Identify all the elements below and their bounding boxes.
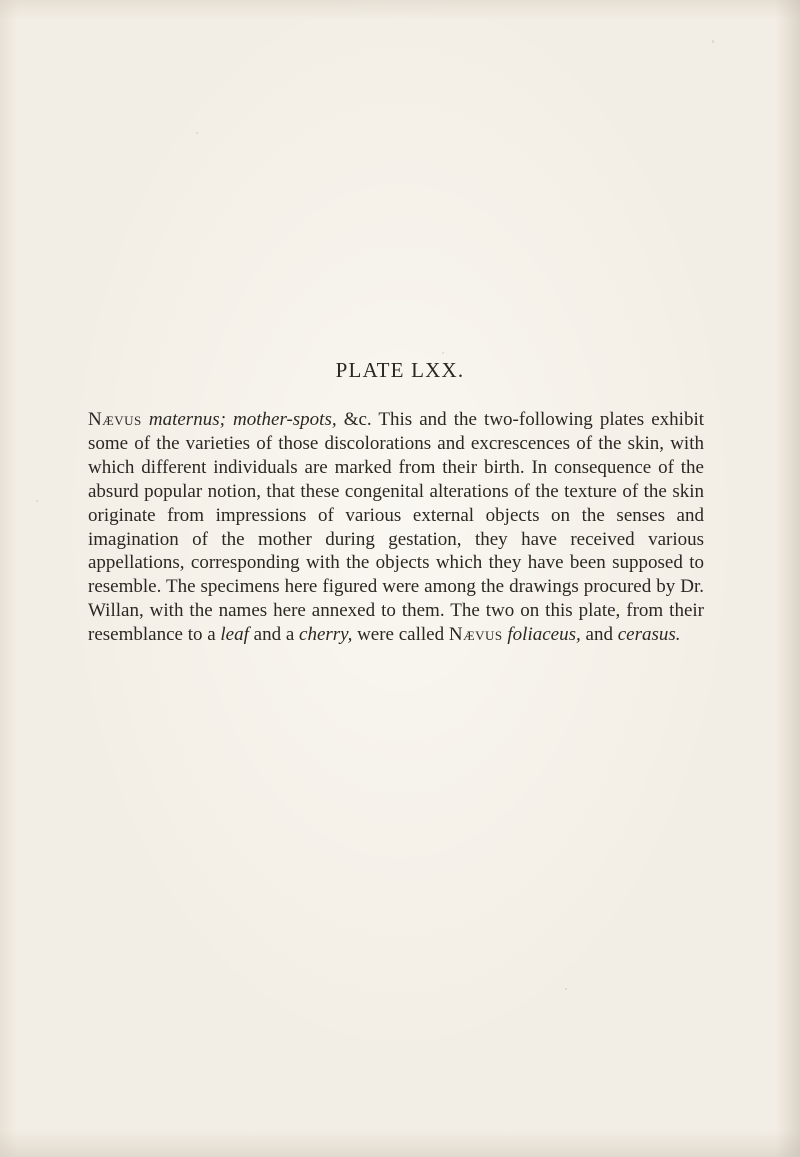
paper-speck — [36, 500, 38, 502]
paper-speck — [712, 40, 714, 43]
plate-description — [88, 408, 704, 647]
term-naevus-2: Nævus — [448, 624, 503, 646]
term-maternus: maternus; — [148, 409, 226, 430]
body-text-segment: and — [580, 624, 618, 646]
body-text-segment: were called — [352, 624, 449, 646]
term-mother-spots: mother-spots, — [233, 409, 337, 430]
term-leaf: leaf — [220, 624, 249, 646]
term-cherry: cherry, — [299, 624, 353, 646]
body-text-segment: &c. This and the two-following plates exhibit some of the varieties of those discolorations and excrescences of the skin, with which different individuals are marked from their birth. In consequence of the absurd popular notion, that these congenital alterations of the texture of the skin originate from impressions of various external objects on the senses and imagination of the mother during gestation, they have received various appellations, corresponding with the objects which they have been supposed to resemble. The specimens here figured were among the drawings procured by Dr. Willan, with the names here annexed to them. The two on this plate, from their resemblance to a — [88, 409, 704, 646]
plate-title: PLATE LXX. — [335, 358, 465, 382]
term-foliaceus: foliaceus, — [507, 624, 581, 646]
term-cerasus: cerasus. — [617, 624, 681, 646]
paper-speck — [565, 988, 567, 990]
paper-speck — [196, 132, 198, 134]
body-text-segment: and a — [248, 624, 300, 646]
paper-speck — [442, 352, 444, 354]
term-naevus: Nævus — [88, 409, 142, 430]
